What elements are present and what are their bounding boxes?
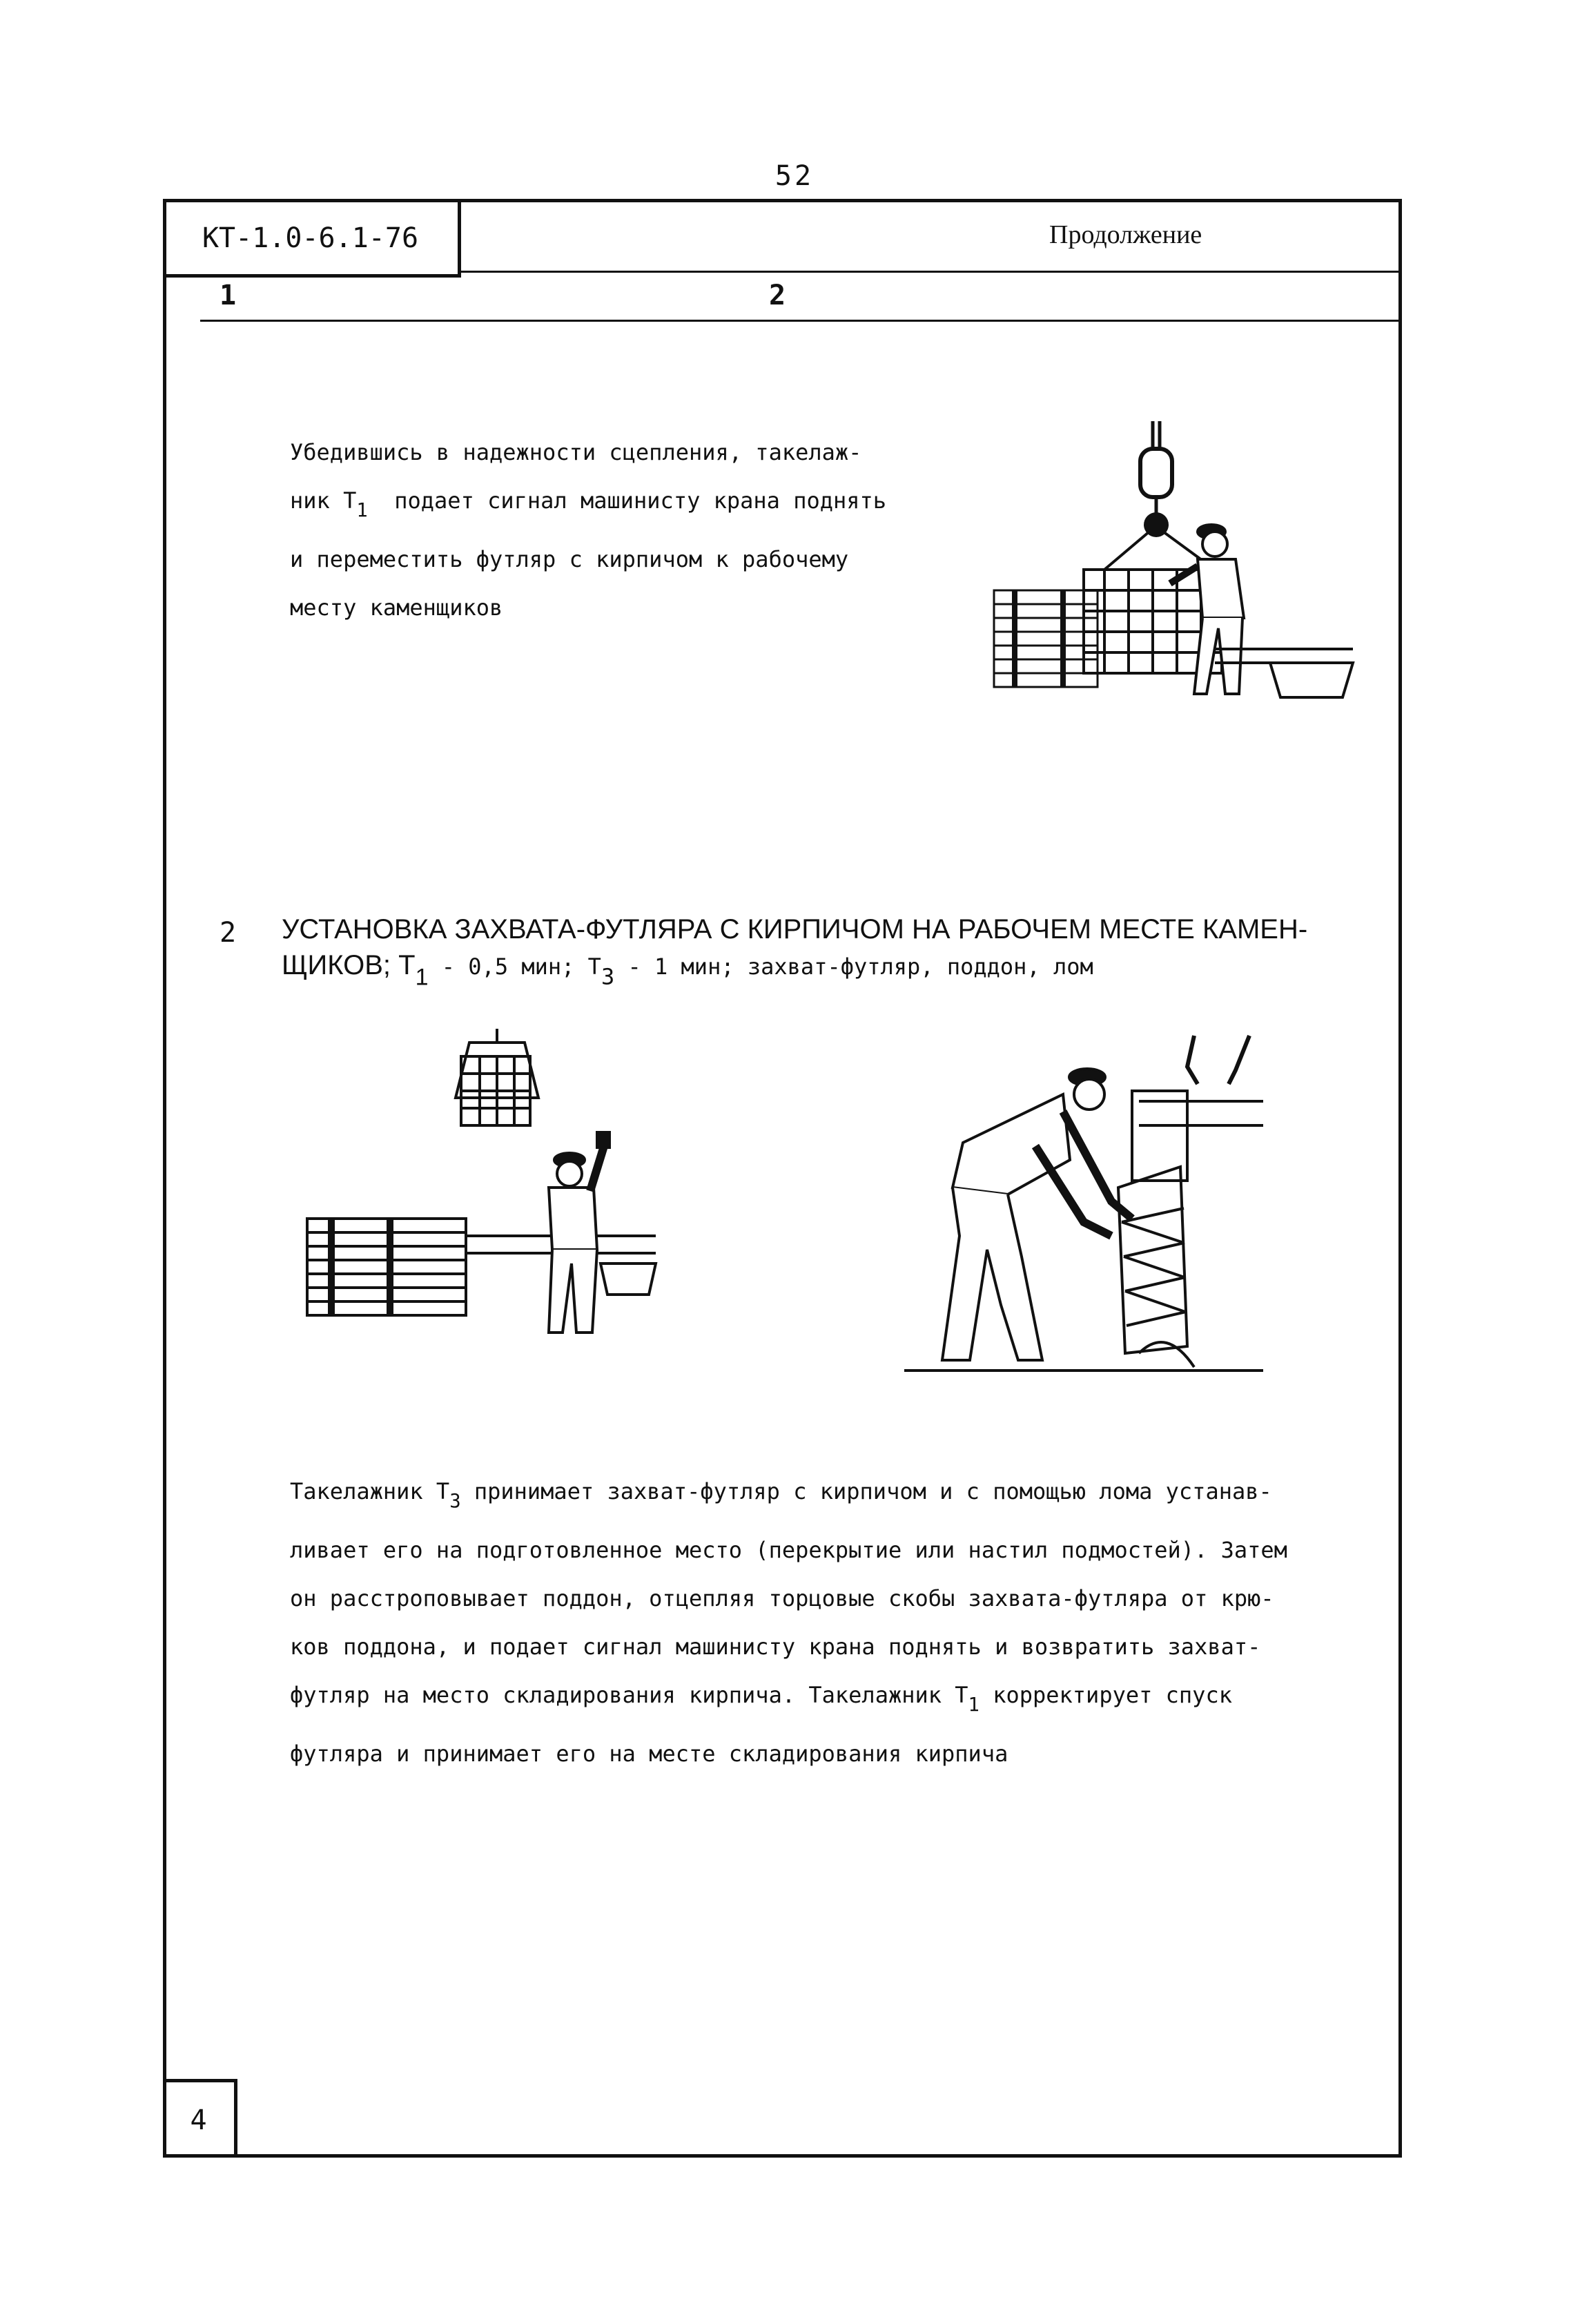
column-2-number: 2 bbox=[769, 280, 786, 311]
block2-line-1 bbox=[290, 1467, 1287, 1526]
block1-line-2-start: ник Т bbox=[290, 487, 357, 514]
page-number: 52 bbox=[774, 160, 815, 192]
block2-line-5-start: футляр на место складирования кирпича. Такелажник Т bbox=[290, 1682, 968, 1709]
block1-text bbox=[290, 428, 886, 632]
t3-subscript: 3 bbox=[449, 1491, 461, 1513]
t1-subscript: 1 bbox=[968, 1694, 979, 1716]
block1-line-2-end: подает сигнал машинисту крана поднять bbox=[394, 487, 887, 514]
column-1-number: 1 bbox=[220, 280, 237, 311]
t1-duration: - 0,5 мин; Т bbox=[428, 953, 601, 980]
t1-subscript: 1 bbox=[415, 964, 429, 991]
block2-line-5-end: корректирует спуск bbox=[979, 1682, 1232, 1709]
illustration-rigger-positioning bbox=[904, 1029, 1263, 1388]
step-2-number: 2 bbox=[220, 917, 237, 949]
block1-line-1: Убедившись в надежности сцепления, такелаж- bbox=[290, 439, 862, 465]
illustration-signal-crane bbox=[304, 1029, 663, 1346]
block2-line-5 bbox=[290, 1671, 1287, 1730]
block2-line-1-start: Такелажник Т bbox=[290, 1478, 450, 1504]
block2-line-6: футляра и принимает его на месте складирования кирпича bbox=[290, 1741, 1008, 1768]
step-2-heading-line-1: УСТАНОВКА ЗАХВАТА-ФУТЛЯРА С КИРПИЧОМ НА РАБОЧЕМ МЕСТЕ КАМЕН- bbox=[282, 914, 1308, 945]
t3-subscript: 3 bbox=[601, 963, 615, 990]
continuation-label: Продолжение bbox=[1049, 220, 1202, 249]
block1-line-3: и переместить футляр с кирпичом к рабочему bbox=[290, 546, 849, 573]
block2-line-2: ливает его на подготовленное место (перекрытие или настил подмостей). Затем bbox=[290, 1537, 1287, 1564]
column-header-rule bbox=[200, 320, 1402, 322]
step-2-heading-line-2-start: ЩИКОВ; Т bbox=[282, 950, 416, 980]
block1-line-4: месту каменщиков bbox=[290, 594, 503, 621]
step-2-heading-line-2 bbox=[282, 947, 1386, 995]
t1-subscript: 1 bbox=[356, 500, 368, 522]
block2-line-1-end: принимает захват-футляр с кирпичом и с помощью лома устанав- bbox=[460, 1478, 1272, 1504]
illustration-crane-delivery bbox=[987, 421, 1360, 711]
step-2-heading bbox=[282, 911, 1386, 995]
header-rule bbox=[461, 271, 1402, 273]
block2-line-4: ков поддона, и подает сигнал машинисту крана поднять и возвратить захват- bbox=[290, 1634, 1261, 1660]
sheet-number: 4 bbox=[163, 2079, 237, 2158]
t3-duration-and-tools: - 1 мин; захват-футляр, поддон, лом bbox=[614, 953, 1093, 980]
block2-line-3: он расстроповывает поддон, отцепляя торцовые скобы захвата-футляра от крю- bbox=[290, 1585, 1274, 1612]
document-code: КТ-1.0-6.1-76 bbox=[163, 199, 461, 278]
block2-text bbox=[290, 1467, 1287, 1778]
block1-line-2 bbox=[290, 476, 886, 535]
